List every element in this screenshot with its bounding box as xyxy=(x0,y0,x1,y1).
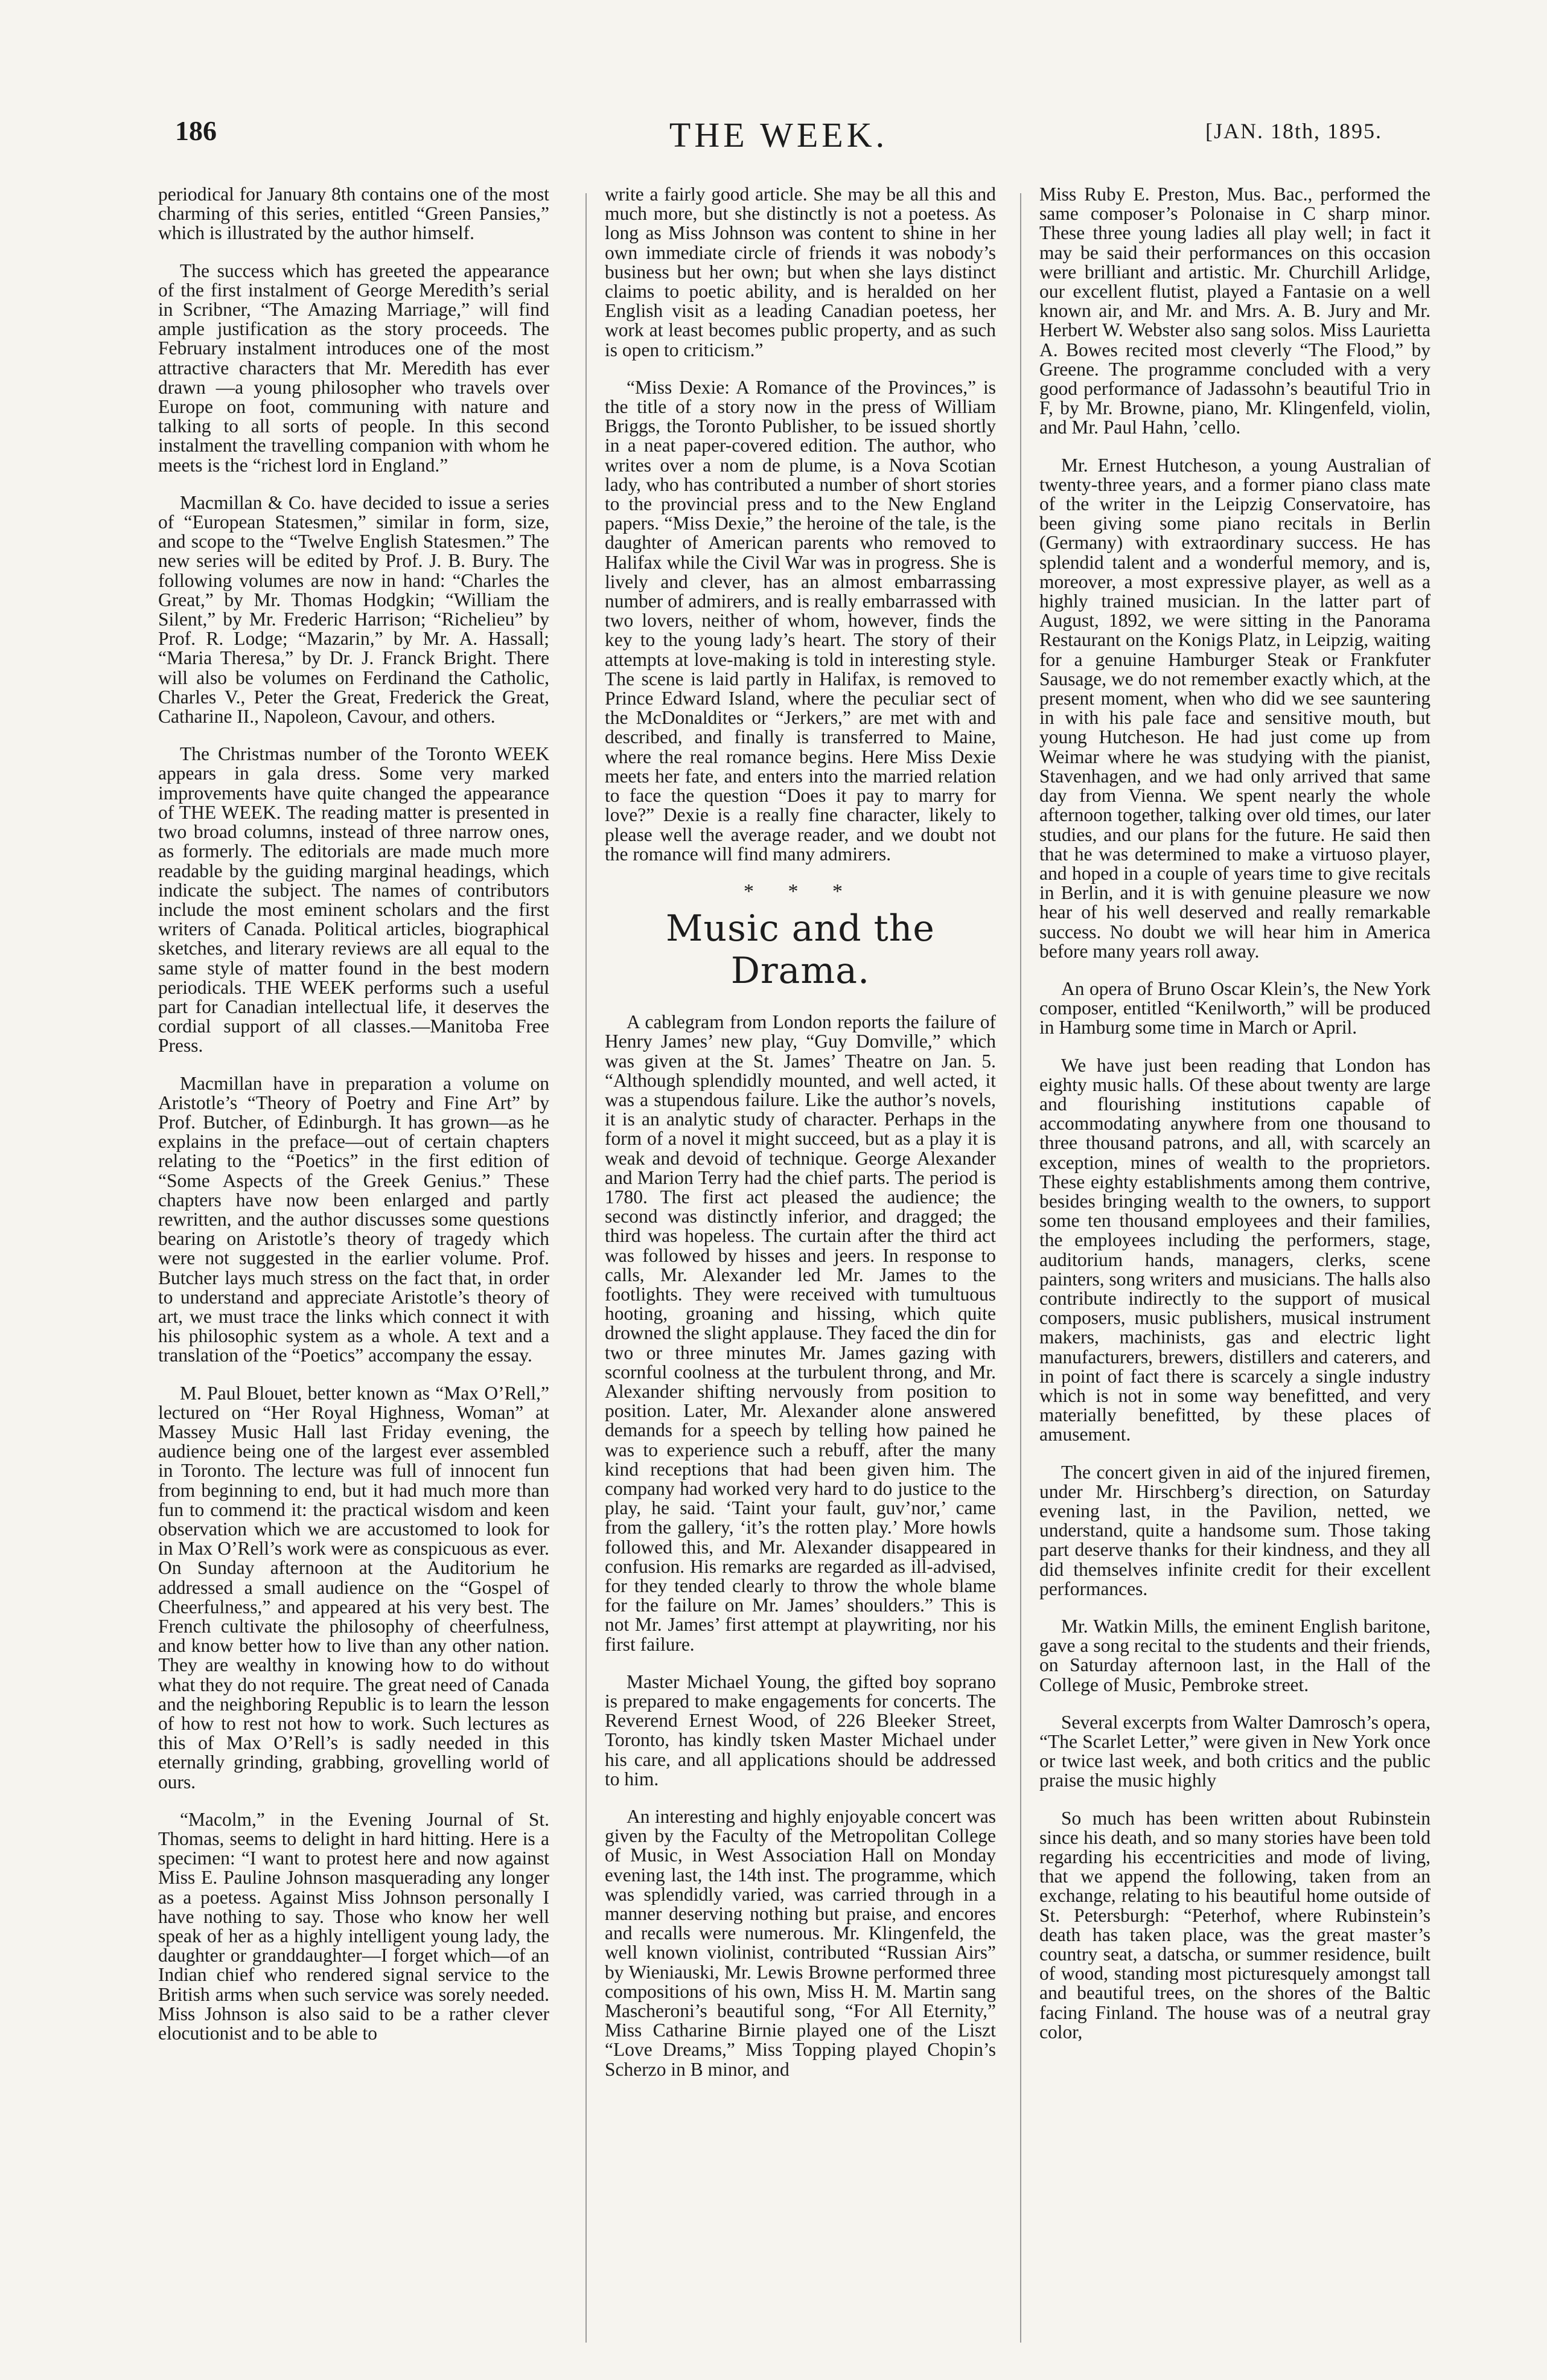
paragraph: Mr. Ernest Hutcheson, a young Australian of twenty-three years, and a former piano class mate of the writer in the Leipzig Conservatoire, has been giving some piano recitals in Berlin (Germany) with extraordinary success. He has splendid talent and a wonderful memory, and is, moreover, a most expressive player, as well as a highly trained musician. In the latter part of August, 1892, we were sitting in the Panorama Restaurant on the Konigs Platz, in Leipzig, waiting for a genuine Hamburger Steak or Frankfuter Sausage, we do not remember exactly which, at the present moment, when who did we see sauntering in with his pale face and sensitive mouth, but young Hutcheson. He had just come up from Weimar where he was studying with the pianist, Stavenhagen, and we had only arrived that same day from Vienna. We spent nearly the whole afternoon together, talking over old times, our later studies, and our plans for the future. He said then that he was determined to make a virtuoso player, and hoped in a couple of years time to give recitals in Berlin, and it is with genuine pleasure we now hear of his well deserved and really remarkable success. No doubt we will hear him in America before many years roll away. xyxy=(1039,454,1431,962)
paragraph: So much has been written about Rubinstein since his death, and so many stories have been told regarding his eccentricities and mode of living, that we append the following, taken from an exchange, relating to his beautiful home outside of St. Petersburgh: “Peterhof, where Rubinstein’s death has taken place, was the great master’s country seat, a datscha, or summer residence, built of wood, standing most picturesquely amongst tall and beautiful trees, on the shores of the Baltic facing Finland. The house was of a neutral gray color, xyxy=(1039,1807,1431,2043)
section-divider-stars: * * * xyxy=(744,880,857,903)
column-rule-left xyxy=(585,193,587,2343)
column-rule-right xyxy=(1020,193,1021,2343)
issue-date: [JAN. 18th, 1895. xyxy=(1205,119,1382,143)
paragraph: An opera of Bruno Oscar Klein’s, the New York composer, entitled “Kenilworth,” will be produced in Hamburg some time in March or April. xyxy=(1039,977,1431,1038)
paragraph: A cablegram from London reports the failure of Henry James’ new play, “Guy Domville,” which was given at the St. James’ Theatre on Jan. 5. “Although splendidly mounted, and well acted, it was a stupendous failure. Like the author’s novels, it is an analytic study of character. Perhaps in the form of a novel it might succeed, but as a play it is weak and devoid of technique. George Alexander and Marion Terry had the chief parts. The period is 1780. The first act pleased the audience; the second was distinctly inferior, and dragged; the third was hopeless. The curtain after the third act was followed by hisses and jeers. In response to calls, Mr. Alexander led Mr. James to the footlights. They were received with tumultuous hooting, groaning and hissing, which quite drowned the slight applause. They faced the din for two or three minutes Mr. James gazing with scornful coolness at the turbulent throng, and Mr. Alexander shifting nervously from position to position. Later, Mr. Alexander alone answered demands for a speech by telling how pained he was to experience such a rebuff, after the many kind receptions that had been given him. The company had worked very hard to do justice to the play, he said. ‘Taint your fault, guv’nor,’ came from the gallery, ‘it’s the rotten play.’ More howls followed this, and Mr. Alexander disappeared in confusion. His remarks are regarded as ill-advised, for they tended clearly to throw the whole blame for the failure on Mr. James’ shoulders.” This is not Mr. James’ first attempt at playwriting, nor his first failure. xyxy=(605,1011,996,1655)
paragraph: Macmillan have in preparation a volume on Aristotle’s “Theory of Poetry and Fine Art” by Prof. Butcher, of Edinburgh. It has grown—as he explains in the preface—out of certain chapters relating to the “Poetics” in the first edition of “Some Aspects of the Greek Genius.” These chapters have now been enlarged and partly rewritten, and the author discusses some questions bearing on Aristotle’s theory of tragedy which were not suggested in the earlier volume. Prof. Butcher lays much stress on the fact that, in order to understand and appreciate Aristotle’s theory of art, we must trace the links which connect it with his philosophic system as a whole. A text and a translation of the “Poetics” accompany the essay. xyxy=(158,1072,549,1366)
column-left xyxy=(158,185,549,2358)
page-number: 186 xyxy=(175,115,217,146)
paragraph: Master Michael Young, the gifted boy soprano is prepared to make engagements for concerts. The Reverend Ernest Wood, of 226 Bleeker Street, Toronto, has kindly tsken Master Michael under his care, and all applications should be addressed to him. xyxy=(605,1671,996,1790)
paragraph: The concert given in aid of the injured firemen, under Mr. Hirschberg’s direction, on Saturday evening last, in the Pavilion, netted, we understand, quite a handsome sum. Those taking part deserve thanks for their kindness, and they all did themselves infinite credit for their excellent performances. xyxy=(1039,1461,1431,1599)
section-heading: Music and the Drama. xyxy=(666,907,935,993)
paragraph: An interesting and highly enjoyable concert was given by the Faculty of the Metropolitan College of Music, in West Association Hall on Monday evening last, the 14th inst. The programme, which was splendidly varied, was carried through in a manner deserving nothing but praise, and encores and recalls were numerous. Mr. Klingenfeld, the well known violinist, contributed “Russian Airs” by Wieniauski, Mr. Lewis Browne performed three compositions of his own, Miss H. M. Martin sang Mascheroni’s beautiful song, “For All Eternity,” Miss Catharine Birnie played one of the Liszt “Love Dreams,” Miss Topping played Chopin’s Scherzo in B minor, and xyxy=(605,1806,996,2080)
column-right xyxy=(1039,185,1431,2358)
column-middle xyxy=(605,185,996,2358)
paragraph: “Miss Dexie: A Romance of the Provinces,” is the title of a story now in the press of William Briggs, the Toronto Publisher, to be issued shortly in a neat paper-covered edition. The author, who writes over a nom de plume, is a Nova Scotian lady, who has contributed a number of short stories to the provincial press and to the New England papers. “Miss Dexie,” the heroine of the tale, is the daughter of American parents who removed to Halifax while the Civil War was in progress. She is lively and clever, has an almost embarrassing number of admirers, and is really embarrassed with two lovers, neither of whom, however, finds the key to the young lady’s heart. The story of their attempts at love-making is told in interesting style. The scene is laid partly in Halifax, is removed to Prince Edward Island, where the peculiar sect of the McDonaldites or “Jerkers,” are met with and described, and finally is transferred to Maine, where the real romance begins. Here Miss Dexie meets her fate, and enters into the married relation to face the question “Does it pay to marry for love?” Dexie is a really fine character, likely to please well the average reader, and we doubt not the romance will find many admirers. xyxy=(605,376,996,865)
page-header xyxy=(175,115,1382,157)
paragraph: write a fairly good article. She may be all this and much more, but she distinctly is not a poetess. As long as Miss Johnson was content to shine in her own immediate circle of friends it was nobody’s business but her own; but when she lays distinct claims to poetic ability, and is heralded on her English visit as a leading Canadian poetess, her work at least becomes public property, and as such is open to criticism.” xyxy=(605,185,996,360)
paragraph: M. Paul Blouet, better known as “Max O’Rell,” lectured on “Her Royal Highness, Woman” at Massey Music Hall last Friday evening, the audience being one of the largest ever assembled in Toronto. The lecture was full of innocent fun from beginning to end, but it had much more than fun to commend it: the practical wisdom and keen observation which we are accustomed to look for in Max O’Rell’s work were as conspicuous as ever. On Sunday afternoon at the Auditorium he addressed a small audience on the “Gospel of Cheerfulness,” and appeared at his very best. The French cultivate the philosophy of cheerfulness, and know better how to live than any other nation. They are wealthy in knowing how to do without what they do not require. The great need of Canada and the neighboring Republic is to learn the lesson of how to rest not how to work. Such lectures as this of Max O’Rell’s is sadly needed in this eternally grinding, grabbing, grovelling world of ours. xyxy=(158,1382,549,1793)
paragraph: periodical for January 8th contains one of the most charming of this series, entitled “Green Pansies,” which is illustrated by the author himself. xyxy=(158,185,549,244)
paragraph: “Macolm,” in the Evening Journal of St. Thomas, seems to delight in hard hitting. Here is a specimen: “I want to protest here and now against Miss E. Pauline Johnson masquerading any longer as a poetess. Against Miss Johnson personally I have nothing to say. Those who know her well speak of her as a highly intelligent young lady, the daughter or granddaughter—I forget which—of an Indian chief who rendered signal service to the British arms when such service was sorely needed. Miss Johnson is also said to be a rather clever elocutionist and to be able to xyxy=(158,1808,549,2044)
paragraph: The success which has greeted the appearance of the first instalment of George Meredith’s serial in Scribner, “The Amazing Marriage,” will find ample justification as the story proceeds. The February instalment introduces one of the most attractive characters that Mr. Meredith has ever drawn —a young philosopher who travels over Europe on foot, communing with nature and talking to all sorts of people. In this second instalment the travelling companion with whom he meets is the “richest lord in England.” xyxy=(158,260,549,476)
paragraph: Several excerpts from Walter Damrosch’s opera, “The Scarlet Letter,” were given in New York once or twice last week, and both critics and the public praise the music highly xyxy=(1039,1711,1431,1791)
paragraph: We have just been reading that London has eighty music halls. Of these about twenty are large and flourishing institutions capable of accommodating anywhere from one thousand to three thousand patrons, and all, with scarcely an exception, mines of wealth to the proprietors. These eighty establishments among them contrive, besides bringing wealth to the owners, to support some ten thousand employees and their families, the employees including the performers, stage, auditorium hands, managers, clerks, scene painters, song writers and musicians. The halls also contribute indirectly to the support of musical composers, music publishers, musical instrument makers, machinists, gas and electric light manufacturers, brewers, distillers and caterers, and in point of fact there is scarcely a single industry which is not in some way benefitted, and very materially benefitted, by these places of amusement. xyxy=(1039,1054,1431,1445)
paragraph: Miss Ruby E. Preston, Mus. Bac., performed the same composer’s Polonaise in C sharp minor. These three young ladies all play well; in fact it may be said their performances on this occasion were brilliant and artistic. Mr. Churchill Arlidge, our excellent flutist, played a Fantasie on a well known air, and Mr. and Mrs. A. B. Jury and Mr. Herbert W. Webster also sang solos. Miss Laurietta A. Bowes recited most cleverly “The Flood,” by Greene. The programme concluded with a very good performance of Jadassohn’s beautiful Trio in F, by Mr. Browne, piano, Mr. Klingenfeld, violin, and Mr. Paul Hahn, ’cello. xyxy=(1039,185,1431,438)
publication-title: THE WEEK. xyxy=(669,115,888,155)
paragraph: Macmillan & Co. have decided to issue a series of “European Statesmen,” similar in form, size, and scope to the “Twelve English Statesmen.” The new series will be edited by Prof. J. B. Bury. The following volumes are now in hand: “Charles the Great,” by Mr. Thomas Hodgkin; “William the Silent,” by Mr. Frederic Harrison; “Richelieu” by Prof. R. Lodge; “Mazarin,” by Mr. A. Hassall; “Maria Theresa,” by Dr. J. Franck Bright. There will also be volumes on Ferdinand the Catholic, Charles V., Peter the Great, Frederick the Great, Catharine II., Napoleon, Cavour, and others. xyxy=(158,491,549,728)
paragraph: The Christmas number of the Toronto WEEK appears in gala dress. Some very marked improvements have quite changed the appearance of THE WEEK. The reading matter is presented in two broad columns, instead of three narrow ones, as formerly. The editorials are made much more readable by the guiding marginal headings, which indicate the subject. The names of contributors include the most eminent scholars and the first writers of Canada. Political articles, biographical sketches, and literary reviews are all equal to the same style of matter found in the best modern periodicals. THE WEEK performs such a useful part for Canadian intellectual life, it deserves the cordial support of all classes.—Manitoba Free Press. xyxy=(158,743,549,1057)
paragraph: Mr. Watkin Mills, the eminent English baritone, gave a song recital to the students and their friends, on Saturday afternoon last, in the Hall of the College of Music, Pembroke street. xyxy=(1039,1616,1431,1695)
